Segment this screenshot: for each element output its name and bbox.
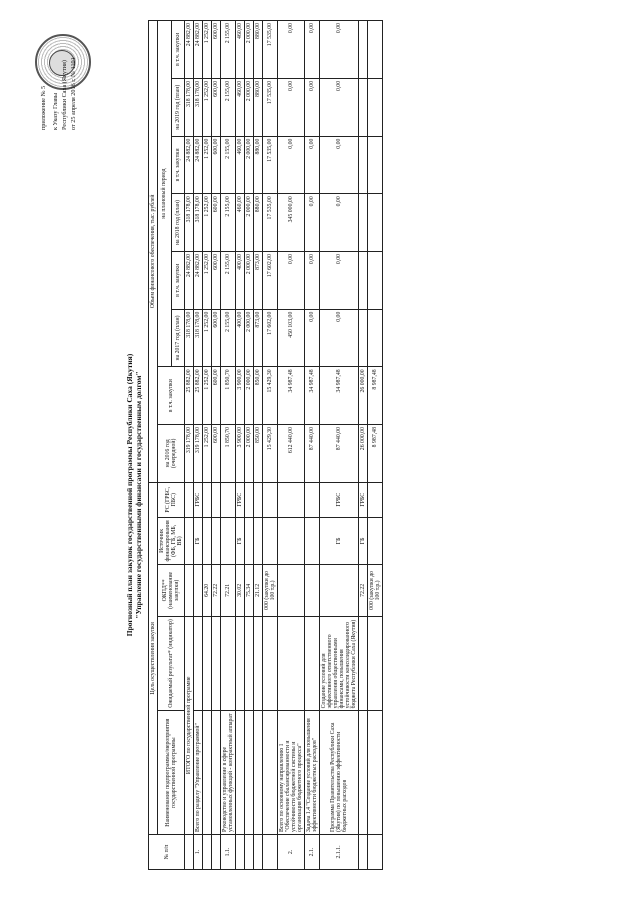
- row-incl-2017: 873,00: [254, 251, 263, 309]
- row-incl-2018: 1 252,00: [203, 136, 212, 194]
- row-name: [203, 711, 212, 835]
- row-rs: [263, 482, 278, 517]
- row-incl-2016: 15 429,30: [263, 367, 278, 425]
- row-2019: 2 155,00: [221, 78, 236, 136]
- row-incl-2017: 2 155,00: [221, 251, 236, 309]
- row-incl-2016: 26 000,00: [359, 367, 368, 425]
- row-2018: 318 178,00: [185, 194, 194, 252]
- row-okpd: 72.21: [221, 565, 236, 617]
- row-2016: 612 440,00: [278, 425, 305, 483]
- row-2019: 318 178,00: [194, 78, 203, 136]
- row-2018: 2 000,00: [245, 194, 254, 252]
- table-row: [305, 21, 320, 870]
- row-2017: 2 000,00: [245, 309, 254, 367]
- row-incl-2016: 850,00: [254, 367, 263, 425]
- appendix-label: приложение № 5: [40, 85, 47, 130]
- row-2016: 2 000,00: [245, 425, 254, 483]
- row-name: [254, 711, 263, 835]
- row-name: [263, 711, 278, 835]
- row-result: [212, 616, 221, 711]
- row-incl-2018: 600,00: [212, 136, 221, 194]
- row-incl-2017: 400,00: [236, 251, 245, 309]
- row-2017: 600,00: [212, 309, 221, 367]
- row-rs: ГРБС: [194, 482, 203, 517]
- row-incl-2016: 3 900,00: [236, 367, 245, 425]
- row-result: [278, 616, 305, 711]
- row-rs: ГРБС: [236, 482, 245, 517]
- row-incl-2016: 2 000,00: [245, 367, 254, 425]
- row-result: Создание условий для эффективного ответственного управления общественными финансами, повышения устойчивости консолидированного бюджета Республики Саха (Якутия): [320, 616, 359, 711]
- table-row: [194, 21, 203, 870]
- table-row: [263, 21, 278, 870]
- row-incl-2017: 24 882,00: [194, 251, 203, 309]
- header-rs: РС (ГРБС, ПБС): [158, 482, 185, 517]
- row-rs: [221, 482, 236, 517]
- row-num: [263, 834, 278, 869]
- row-incl-2017: 2 000,00: [245, 251, 254, 309]
- decree-line-1: к Указу Главы: [52, 92, 59, 130]
- row-source: [305, 517, 320, 564]
- row-incl-2018: 17 535,00: [263, 136, 278, 194]
- header-2017: на 2017 год (план): [171, 309, 185, 367]
- row-2016: 319 178,00: [194, 425, 203, 483]
- header-2016: на 2016 год (очередной): [158, 425, 185, 483]
- row-name: [368, 711, 383, 835]
- row-2019: 600,00: [212, 78, 221, 136]
- row-name: Руководство и управление в сфере установленных функций - контрактный аппарат: [221, 711, 236, 835]
- row-result: [194, 616, 203, 711]
- row-incl-2019: 24 882,00: [185, 21, 194, 79]
- row-incl-2019: [368, 21, 383, 79]
- row-2017: 318 178,00: [185, 309, 194, 367]
- header-incl-2019: в т.ч. закупки: [171, 21, 185, 79]
- row-name: [236, 711, 245, 835]
- row-source: ГБ: [359, 517, 368, 564]
- row-incl-2019: 460,00: [236, 21, 245, 79]
- row-source: [185, 517, 194, 564]
- row-incl-2016: 34 987,48: [305, 367, 320, 425]
- row-name: ИТОГО по государственной программе: [185, 616, 194, 834]
- header-okpd: ОКПД** (наименование закупки): [158, 565, 185, 617]
- row-2016: 87 440,00: [320, 425, 359, 483]
- row-incl-2016: 1 850,70: [221, 367, 236, 425]
- row-2016: 600,00: [212, 425, 221, 483]
- row-num: [212, 834, 221, 869]
- row-okpd: 000 (закупки до 100 т.р.): [368, 565, 383, 617]
- row-result: [203, 616, 212, 711]
- row-result: [368, 616, 383, 711]
- row-2017: 873,00: [254, 309, 263, 367]
- table-row: [359, 21, 368, 870]
- row-rs: [254, 482, 263, 517]
- row-okpd: [278, 565, 305, 617]
- row-2016: 15 429,30: [263, 425, 278, 483]
- row-incl-2019: [359, 21, 368, 79]
- row-incl-2019: 0,00: [278, 21, 305, 79]
- table-row: [320, 21, 359, 870]
- header-name: Наименование подпрограммы/мероприятия государственной программы: [158, 711, 185, 835]
- row-incl-2018: 0,00: [305, 136, 320, 194]
- row-incl-2017: 17 602,00: [263, 251, 278, 309]
- row-source: [212, 517, 221, 564]
- row-source: [254, 517, 263, 564]
- row-incl-2018: 460,00: [236, 136, 245, 194]
- row-incl-2016: 34 987,48: [278, 367, 305, 425]
- row-rs: [245, 482, 254, 517]
- row-incl-2017: 0,00: [278, 251, 305, 309]
- row-2019: [368, 78, 383, 136]
- row-incl-2017: [368, 251, 383, 309]
- row-incl-2017: 0,00: [320, 251, 359, 309]
- row-2017: 400,00: [236, 309, 245, 367]
- row-2018: 0,00: [320, 194, 359, 252]
- row-source: [368, 517, 383, 564]
- table-row: [221, 21, 236, 870]
- header-result: Ожидаемый результат* (индикатор): [158, 616, 185, 711]
- row-2018: 1 252,00: [203, 194, 212, 252]
- row-2017: 1 252,00: [203, 309, 212, 367]
- row-source: [278, 517, 305, 564]
- row-2016: 1 252,00: [203, 425, 212, 483]
- row-incl-2018: 0,00: [278, 136, 305, 194]
- header-2019: на 2019 год (план): [171, 78, 185, 136]
- table-row: [236, 21, 245, 870]
- row-2017: 0,00: [305, 309, 320, 367]
- table-row: [278, 21, 305, 870]
- table-row: [368, 21, 383, 870]
- row-name: Всего по основному направлению 1 "Обеспечение сбалансированности и устойчивости бюджетной системы и организация бюджетного процесса": [278, 711, 305, 835]
- row-2017: [359, 309, 368, 367]
- row-incl-2019: 17 535,00: [263, 21, 278, 79]
- row-source: [263, 517, 278, 564]
- row-incl-2018: [368, 136, 383, 194]
- row-incl-2019: 24 882,00: [194, 21, 203, 79]
- table-row: [185, 21, 194, 870]
- row-incl-2019: 600,00: [212, 21, 221, 79]
- row-2018: [368, 194, 383, 252]
- row-rs: [278, 482, 305, 517]
- row-2019: 2 000,00: [245, 78, 254, 136]
- row-num: 2.1.1.: [320, 834, 359, 869]
- row-rs: [368, 482, 383, 517]
- row-incl-2018: 880,00: [254, 136, 263, 194]
- row-num: [185, 834, 194, 869]
- row-name: [245, 711, 254, 835]
- row-source: ГБ: [236, 517, 245, 564]
- row-incl-2017: 0,00: [305, 251, 320, 309]
- row-2016: 8 987,48: [368, 425, 383, 483]
- header-volume: Объем финансового обеспечения, тыс. рублей: [149, 21, 158, 483]
- row-2017: 17 602,00: [263, 309, 278, 367]
- header-goal: Цель осуществления закупки: [149, 482, 158, 834]
- row-2018: 318 178,00: [194, 194, 203, 252]
- row-result: [245, 616, 254, 711]
- row-result: [236, 616, 245, 711]
- row-result: [263, 616, 278, 711]
- row-2018: 600,00: [212, 194, 221, 252]
- row-okpd: [320, 565, 359, 617]
- row-okpd: 000 (закупки до 100 т.р.): [263, 565, 278, 617]
- row-2018: 880,00: [254, 194, 263, 252]
- row-incl-2018: 24 882,00: [185, 136, 194, 194]
- row-incl-2018: 24 882,00: [194, 136, 203, 194]
- row-rs: ГРБС: [320, 482, 359, 517]
- row-num: [368, 834, 383, 869]
- row-incl-2019: 0,00: [320, 21, 359, 79]
- row-2016: 1 850,70: [221, 425, 236, 483]
- row-source: [221, 517, 236, 564]
- row-okpd: 21.12: [254, 565, 263, 617]
- row-okpd: 72.22: [212, 565, 221, 617]
- row-2016: 87 440,00: [305, 425, 320, 483]
- row-incl-2019: 0,00: [305, 21, 320, 79]
- row-incl-2017: [359, 251, 368, 309]
- row-2018: 2 155,00: [221, 194, 236, 252]
- row-2019: 0,00: [278, 78, 305, 136]
- row-rs: [212, 482, 221, 517]
- row-rs: ГРБС: [359, 482, 368, 517]
- row-2017: 0,00: [320, 309, 359, 367]
- row-2019: 0,00: [320, 78, 359, 136]
- row-2016: 3 900,00: [236, 425, 245, 483]
- row-2017: 2 155,00: [221, 309, 236, 367]
- row-2018: 17 535,00: [263, 194, 278, 252]
- row-2019: [359, 78, 368, 136]
- row-incl-2016: 25 882,00: [185, 367, 194, 425]
- table-row: [212, 21, 221, 870]
- row-2019: 0,00: [305, 78, 320, 136]
- row-num: [254, 834, 263, 869]
- title-line-1: Прогнозный план закупок государственной программы Республики Саха (Якутия): [125, 353, 134, 637]
- row-okpd: 75.34: [245, 565, 254, 617]
- row-incl-2017: 24 882,00: [185, 251, 194, 309]
- row-2018: 460,00: [236, 194, 245, 252]
- row-2016: 319 178,00: [185, 425, 194, 483]
- row-2019: 880,00: [254, 78, 263, 136]
- table-row: [254, 21, 263, 870]
- row-2017: 318 178,00: [194, 309, 203, 367]
- document-title: [125, 235, 144, 755]
- row-name: Всего по разделу "Управление программой": [194, 711, 203, 835]
- row-2019: 17 535,00: [263, 78, 278, 136]
- row-result: [305, 616, 320, 711]
- header-source: Источник финансирования (ФБ, ГБ, МБ, ВБ): [158, 517, 185, 564]
- row-okpd: [185, 565, 194, 617]
- row-name: [212, 711, 221, 835]
- procurement-table: [148, 20, 383, 870]
- row-okpd: 30.02: [236, 565, 245, 617]
- row-rs: [305, 482, 320, 517]
- row-2016: 26 000,00: [359, 425, 368, 483]
- row-incl-2018: 0,00: [320, 136, 359, 194]
- row-result: [254, 616, 263, 711]
- row-result: [359, 616, 368, 711]
- row-2017: 450 103,00: [278, 309, 305, 367]
- row-incl-2018: 2 155,00: [221, 136, 236, 194]
- row-okpd: [305, 565, 320, 617]
- row-incl-2016: 1 252,00: [203, 367, 212, 425]
- header-plan-period: на плановый период: [158, 21, 172, 367]
- row-okpd: [194, 565, 203, 617]
- table-row: [203, 21, 212, 870]
- row-source: [245, 517, 254, 564]
- row-source: ГБ: [194, 517, 203, 564]
- row-incl-2019: 2 155,00: [221, 21, 236, 79]
- row-incl-2017: 600,00: [212, 251, 221, 309]
- row-name: [359, 711, 368, 835]
- row-incl-2016: 8 987,48: [368, 367, 383, 425]
- decree-line-2: Республики Саха (Якутия): [61, 60, 68, 130]
- row-incl-2019: 880,00: [254, 21, 263, 79]
- row-incl-2019: 1 252,00: [203, 21, 212, 79]
- row-2018: [359, 194, 368, 252]
- row-2016: 850,00: [254, 425, 263, 483]
- row-incl-2016: 600,00: [212, 367, 221, 425]
- row-2018: 345 000,00: [278, 194, 305, 252]
- row-name: Программа Правительства Республики Саха (Якутия) по повышению эффективности бюджетных расходов: [320, 711, 359, 835]
- row-2019: 318 178,00: [185, 78, 194, 136]
- row-incl-2017: 1 252,00: [203, 251, 212, 309]
- table-row: [245, 21, 254, 870]
- row-2018: 0,00: [305, 194, 320, 252]
- row-incl-2019: 2 000,00: [245, 21, 254, 79]
- row-rs: [185, 482, 194, 517]
- row-incl-2018: 2 000,00: [245, 136, 254, 194]
- row-okpd: 64.20: [203, 565, 212, 617]
- row-num: 1.1.: [221, 834, 236, 869]
- row-num: 2.1.: [305, 834, 320, 869]
- decree-line-3: от 25 апреля 2016 г. № 1101: [70, 57, 77, 130]
- header-num: № п/п: [149, 834, 185, 869]
- row-incl-2018: [359, 136, 368, 194]
- row-2019: 460,00: [236, 78, 245, 136]
- row-2017: [368, 309, 383, 367]
- row-incl-2016: 25 882,00: [194, 367, 203, 425]
- header-incl-2017: в т.ч. закупки: [171, 251, 185, 309]
- row-rs: [203, 482, 212, 517]
- row-okpd: 72.22: [359, 565, 368, 617]
- row-num: 2.: [278, 834, 305, 869]
- header-2018: на 2018 год (план): [171, 194, 185, 252]
- row-num: [203, 834, 212, 869]
- header-incl-2018: в т.ч. закупки: [171, 136, 185, 194]
- row-source: [203, 517, 212, 564]
- row-name: Задача 1.4 "Создание условий для повышения эффективности бюджетных расходов": [305, 711, 320, 835]
- row-num: [236, 834, 245, 869]
- row-num: 1.: [194, 834, 203, 869]
- row-2019: 1 252,00: [203, 78, 212, 136]
- row-num: [245, 834, 254, 869]
- row-num: [359, 834, 368, 869]
- row-source: ГБ: [320, 517, 359, 564]
- header-incl-2016: в т.ч. закупки: [158, 367, 185, 425]
- row-incl-2016: 34 987,48: [320, 367, 359, 425]
- title-line-2: "Управление государственными финансами и государственным долгом": [134, 371, 144, 619]
- row-result: [221, 616, 236, 711]
